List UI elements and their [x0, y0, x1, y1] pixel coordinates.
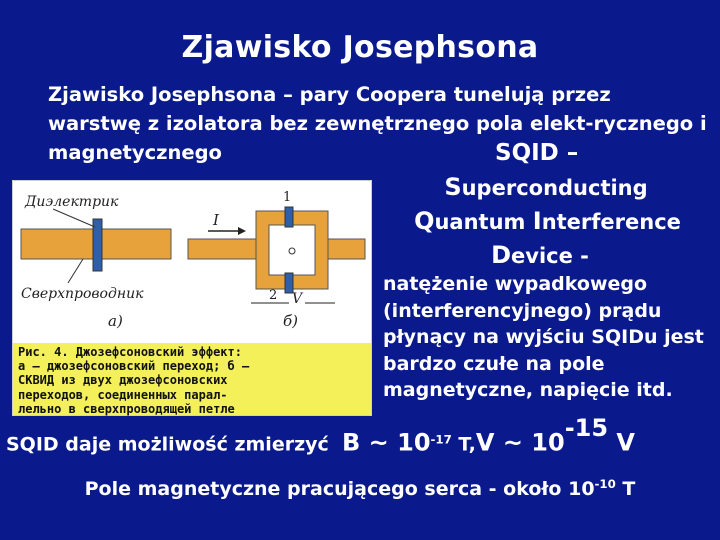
acronym-rest-3: evice - — [511, 244, 589, 268]
heart-exponent: -10 — [594, 476, 616, 491]
measurement-line — [6, 414, 720, 457]
josephson-figure — [12, 180, 372, 416]
label-a: a) — [108, 312, 123, 330]
acronym-rest-2a: uantum — [434, 210, 533, 234]
intro-text: Zjawisko Josephsona – pary Coopera tunelują przez warstwę z izolatora bez zewnętrznego pola elekt-rycznego i magnetycznego — [48, 83, 707, 164]
squid-junction-2 — [285, 273, 293, 293]
acronym-letter-d: D — [491, 241, 512, 269]
squid-right-lead — [325, 239, 365, 259]
heart-unit: T — [615, 478, 636, 500]
measure-v-exponent: -15 — [564, 414, 609, 442]
label-junction-1: 1 — [283, 190, 292, 205]
label-superconductor: Сверхпроводник — [21, 286, 144, 302]
measure-prefix: SQID daje możliwość zmierzyć — [6, 433, 329, 456]
acronym-line-device — [470, 241, 610, 269]
sqid-description: natężenie wypadkowego (interferencyjnego) prądu płynący na wyjściu SQIDu jest bardzo czułe na pole magnetyczne, napięcie itd. — [383, 273, 704, 401]
label-voltage: V — [292, 291, 303, 307]
label-b: б) — [283, 312, 299, 330]
measure-v-value: V ~ 10 — [475, 428, 565, 457]
squid-left-lead — [188, 239, 258, 259]
label-dielectric: Диэлектрик — [25, 194, 119, 210]
acronym-rest-1: uperconducting — [461, 176, 648, 200]
acronym-line-quantum-interference — [405, 207, 690, 235]
label-current: I — [213, 211, 219, 229]
acronym-line-superconducting — [436, 173, 656, 201]
josephson-diagram — [13, 181, 371, 343]
sqid-heading: SQID – — [495, 140, 579, 166]
squid-junction-1 — [285, 207, 293, 227]
acronym-letter-q: Q — [414, 207, 435, 235]
figure-caption: Рис. 4. Джозефсоновский эффект: а — джозефсоновский переход; б — СКВИД из двух джозефсоновских переходов, соединенных парал- лельно в сверхпроводящей петле — [13, 343, 371, 415]
squid-loop-hole — [269, 225, 315, 275]
slide-title: Zjawisko Josephsona — [181, 30, 539, 65]
measure-b-unit: T, — [451, 433, 476, 456]
acronym-letter-s: S — [444, 173, 462, 201]
measure-b-value: B ~ 10 — [342, 428, 431, 457]
heart-field-line — [0, 478, 720, 500]
measure-b-exponent: -17 — [430, 432, 452, 447]
heart-text: Pole magnetyczne pracującego serca - około 10 — [84, 478, 595, 500]
acronym-rest-2b: nterference — [541, 210, 681, 234]
label-junction-2: 2 — [269, 288, 278, 303]
measure-v-unit: V — [608, 428, 635, 457]
acronym-letter-i: I — [532, 207, 542, 235]
